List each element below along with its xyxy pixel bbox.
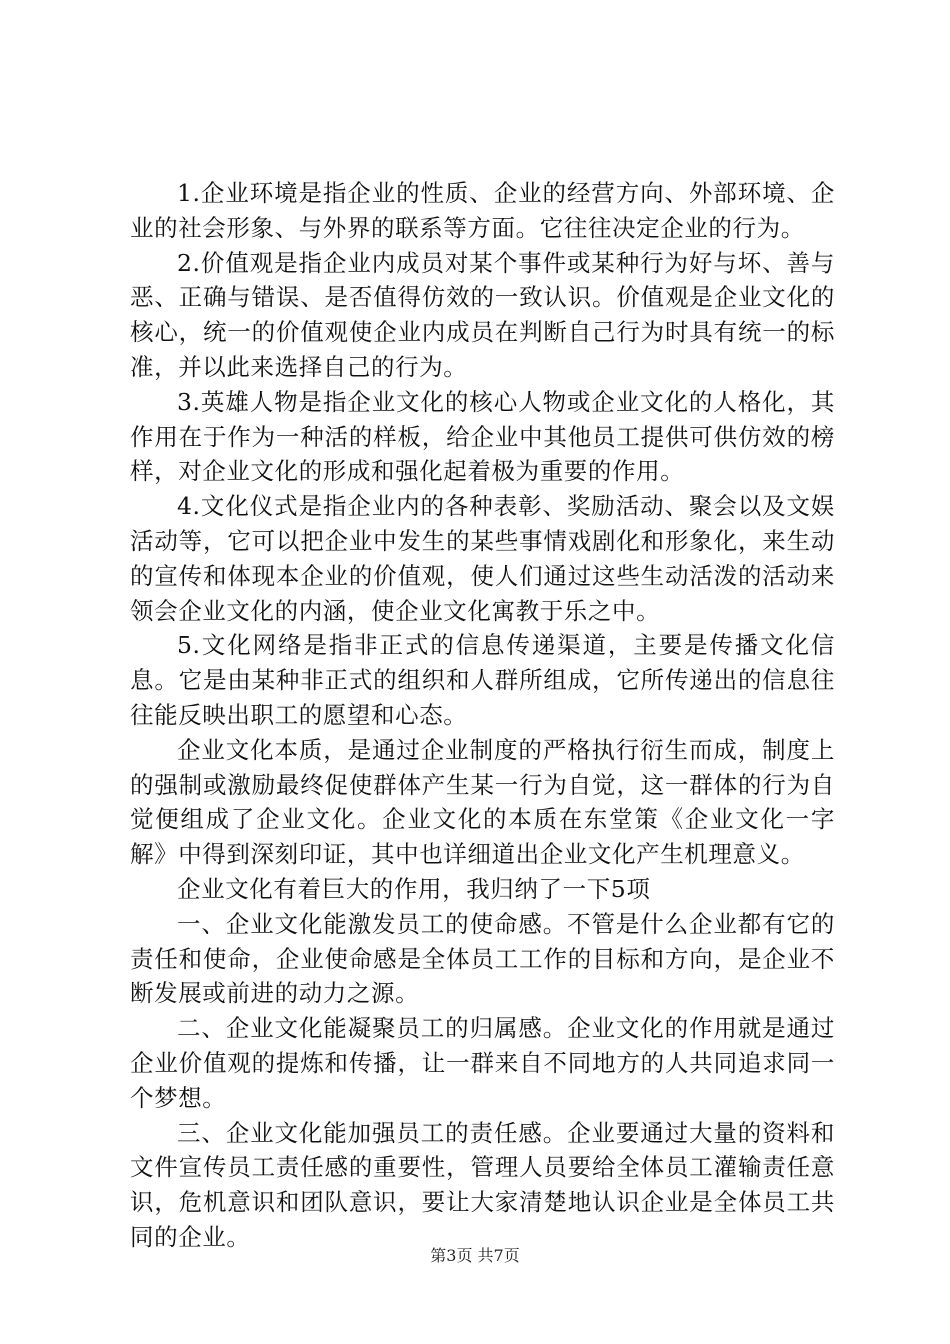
paragraph-enterprise-environment: 1.企业环境是指企业的性质、企业的经营方向、外部环境、企业的社会形象、与外界的联系等方面。它往往决定企业的行为。 — [130, 179, 835, 242]
paragraph-cultural-rituals: 4.文化仪式是指企业内的各种表彰、奖励活动、聚会以及文娱活动等，它可以把企业中发生的某些事情戏剧化和形象化，来生动的宣传和体现本企业的价值观，使人们通过这些生动活泼的活动来领会企业文化的内涵，使企业文化寓教于乐之中。 — [130, 492, 835, 625]
paragraph-values: 2.价值观是指企业内成员对某个事件或某种行为好与坏、善与恶、正确与错误、是否值得仿效的一致认识。价值观是企业文化的核心，统一的价值观使企业内成员在判断自己行为时具有统一的标准，并以此来选择自己的行为。 — [130, 248, 835, 381]
paragraph-sense-of-mission: 一、企业文化能激发员工的使命感。不管是什么企业都有它的责任和使命，企业使命感是全体员工工作的目标和方向，是企业不断发展或前进的动力之源。 — [130, 909, 835, 1008]
paragraph-sense-of-belonging: 二、企业文化能凝聚员工的归属感。企业文化的作用就是通过企业价值观的提炼和传播，让一群来自不同地方的人共同追求同一个梦想。 — [130, 1014, 835, 1112]
paragraph-culture-functions-intro: 企业文化有着巨大的作用，我归纳了一下5项 — [177, 874, 651, 903]
document-body — [130, 176, 835, 1255]
paragraph-sense-of-responsibility: 三、企业文化能加强员工的责任感。企业要通过大量的资料和文件宣传员工责任感的重要性，管理人员要给全体员工灌输责任意识，危机意识和团队意识，要让大家清楚地认识企业是全体员工共同的企业。 — [130, 1118, 835, 1251]
paragraph-culture-essence: 企业文化本质，是通过企业制度的严格执行衍生而成，制度上的强制或激励最终促使群体产生某一行为自觉，这一群体的行为自觉便组成了企业文化。企业文化的本质在东堂策《企业文化一字解》中得到深刻印证，其中也详细道出企业文化产生机理意义。 — [130, 735, 835, 869]
paragraph-heroes: 3.英雄人物是指企业文化的核心人物或企业文化的人格化，其作用在于作为一种活的样板，给企业中其他员工提供可供仿效的榜样，对企业文化的形成和强化起着极为重要的作用。 — [130, 387, 835, 486]
paragraph-cultural-network: 5.文化网络是指非正式的信息传递渠道，主要是传播文化信息。它是由某种非正式的组织和人群所组成，它所传递出的信息往往能反映出职工的愿望和心态。 — [130, 631, 835, 729]
page-number: 第3页 共7页 — [430, 1246, 520, 1265]
